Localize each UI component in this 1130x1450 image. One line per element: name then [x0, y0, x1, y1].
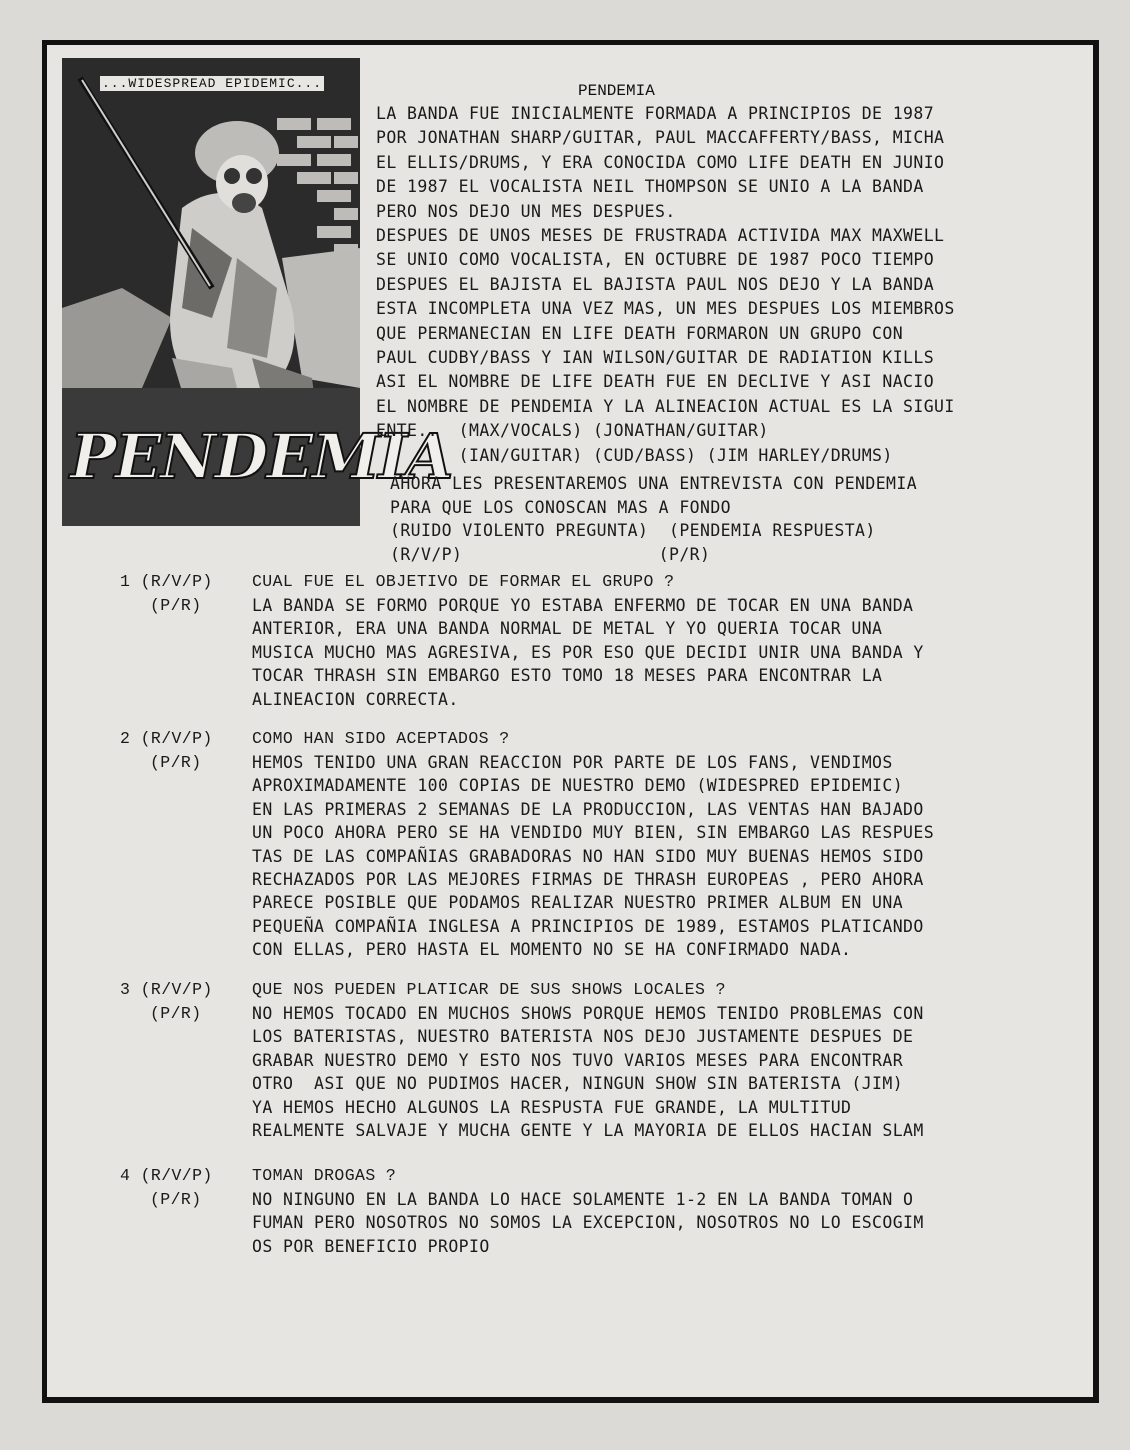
- answer-text: LA BANDA SE FORMO PORQUE YO ESTABA ENFERMO DE TOCAR EN UNA BANDA ANTERIOR, ERA UNA BANDA NORMAL DE METAL Y YO QUERIA TOCAR UNA MUSICA MUCHO MAS AGRESIVA, ES POR ESO QUE DECIDI UNIR UNA BANDA Y TOCAR THRASH SIN EMBARGO ESTO TOMO 18 MESES PARA ENCONTRAR LA ALINEACION CORRECTA.: [252, 596, 924, 709]
- answer-label: (P/R): [150, 753, 202, 772]
- question-text: CUAL FUE EL OBJETIVO DE FORMAR EL GRUPO ?: [252, 572, 675, 591]
- photo-caption: ...WIDESPREAD EPIDEMIC...: [102, 76, 323, 91]
- question-label: 4 (R/V/P): [120, 1166, 213, 1185]
- answer-text: NO NINGUNO EN LA BANDA LO HACE SOLAMENTE 1-2 EN LA BANDA TOMAN O FUMAN PERO NOSOTROS NO SOMOS LA EXCEPCION, NOSOTROS NO LO ESCOGIM OS POR BENEFICIO PROPIO: [252, 1190, 924, 1256]
- answer-text: HEMOS TENIDO UNA GRAN REACCION POR PARTE DE LOS FANS, VENDIMOS APROXIMADAMENTE 100 COPIAS DE NUESTRO DEMO (WIDESPRED EPIDEMIC) EN LAS PRIMERAS 2 SEMANAS DE LA PRODUCCION, LAS VENTAS HAN BAJADO UN POCO AHORA PERO SE HA VENDIDO MUY BIEN, SIN EMBARGO LAS RESPUES TAS DE LAS COMPAÑIAS GRABADORAS NO HAN SIDO MUY BUENAS HEMOS SIDO RECHAZADOS POR LAS MEJORES FIRMAS DE THRASH EUROPEAS , PERO AHORA PARECE POSIBLE QUE PODAMOS REALIZAR NUESTRO PRIMER ALBUM EN UNA PEQUEÑA COMPAÑIA INGLESA A PRINCIPIOS DE 1989, ESTAMOS PLATICANDO CON ELLAS, PERO HASTA EL MOMENTO NO SE HA CONFIRMADO NADA.: [252, 753, 935, 960]
- question-label: 3 (R/V/P): [120, 980, 213, 999]
- answer-label: (P/R): [150, 1004, 202, 1023]
- question-text: COMO HAN SIDO ACEPTADOS ?: [252, 729, 510, 748]
- question-label: 2 (R/V/P): [120, 729, 213, 748]
- question-label: 1 (R/V/P): [120, 572, 213, 591]
- interview-intro: AHORA LES PRESENTAREMOS UNA ENTREVISTA CON PENDEMIA PARA QUE LOS CONOSCAN MAS A FONDO (RUIDO VIOLENTO PREGUNTA) (PENDEMIA RESPUESTA) (R/V/P) (P/R): [390, 474, 918, 564]
- intro-text: LA BANDA FUE INICIALMENTE FORMADA A PRINCIPIOS DE 1987 POR JONATHAN SHARP/GUITAR, PAUL MACCAFFERTY/BASS, MICHA EL ELLIS/DRUMS, Y ERA CONOCIDA COMO LIFE DEATH EN JUNIO DE 1987 EL VOCALISTA NEIL THOMPSON SE UNIO A LA BANDA PERO NOS DEJO UN MES DESPUES. DESPUES DE UNOS MESES DE FRUSTRADA ACTIVIDA MAX MAXWELL SE UNIO COMO VOCALISTA, EN OCTUBRE DE 1987 POCO TIEMPO DESPUES EL BAJISTA EL BAJISTA PAUL NOS DEJO Y LA BANDA ESTA INCOMPLETA UNA VEZ MAS, UN MES DESPUES LOS MIEMBROS QUE PERMANECIAN EN LIFE DEATH FORMARON UN GRUPO CON PAUL CUDBY/BASS Y IAN WILSON/GUITAR DE RADIATION KILLS ASI EL NOMBRE DE LIFE DEATH FUE EN DECLIVE Y ASI NACIO EL NOMBRE DE PENDEMIA Y LA ALINEACION ACTUAL ES LA SIGUI ENTE.. (MAX/VOCALS) (JONATHAN/GUITAR) (IAN/GUITAR) (CUD/BASS) (JIM HARLEY/DRUMS): [376, 104, 955, 465]
- answer-text: NO HEMOS TOCADO EN MUCHOS SHOWS PORQUE HEMOS TENIDO PROBLEMAS CON LOS BATERISTAS, NUESTRO BATERISTA NOS DEJO JUSTAMENTE DESPUES DE GRABAR NUESTRO DEMO Y ESTO NOS TUVO VARIOS MESES PARA ENCONTRAR OTRO ASI QUE NO PUDIMOS HACER, NINGUN SHOW SIN BATERISTA (JIM) YA HEMOS HECHO ALGUNOS LA RESPUSTA FUE GRANDE, LA MULTITUD REALMENTE SALVAJE Y MUCHA GENTE Y LA MAYORIA DE ELLOS HACIAN SLAM: [252, 1004, 924, 1141]
- question-text: TOMAN DROGAS ?: [252, 1166, 397, 1185]
- band-logo: PENDEMIA: [70, 420, 452, 493]
- question-text: QUE NOS PUEDEN PLATICAR DE SUS SHOWS LOCALES ?: [252, 980, 726, 999]
- article-title: PENDEMIA: [578, 82, 655, 100]
- answer-label: (P/R): [150, 1190, 202, 1209]
- answer-label: (P/R): [150, 596, 202, 615]
